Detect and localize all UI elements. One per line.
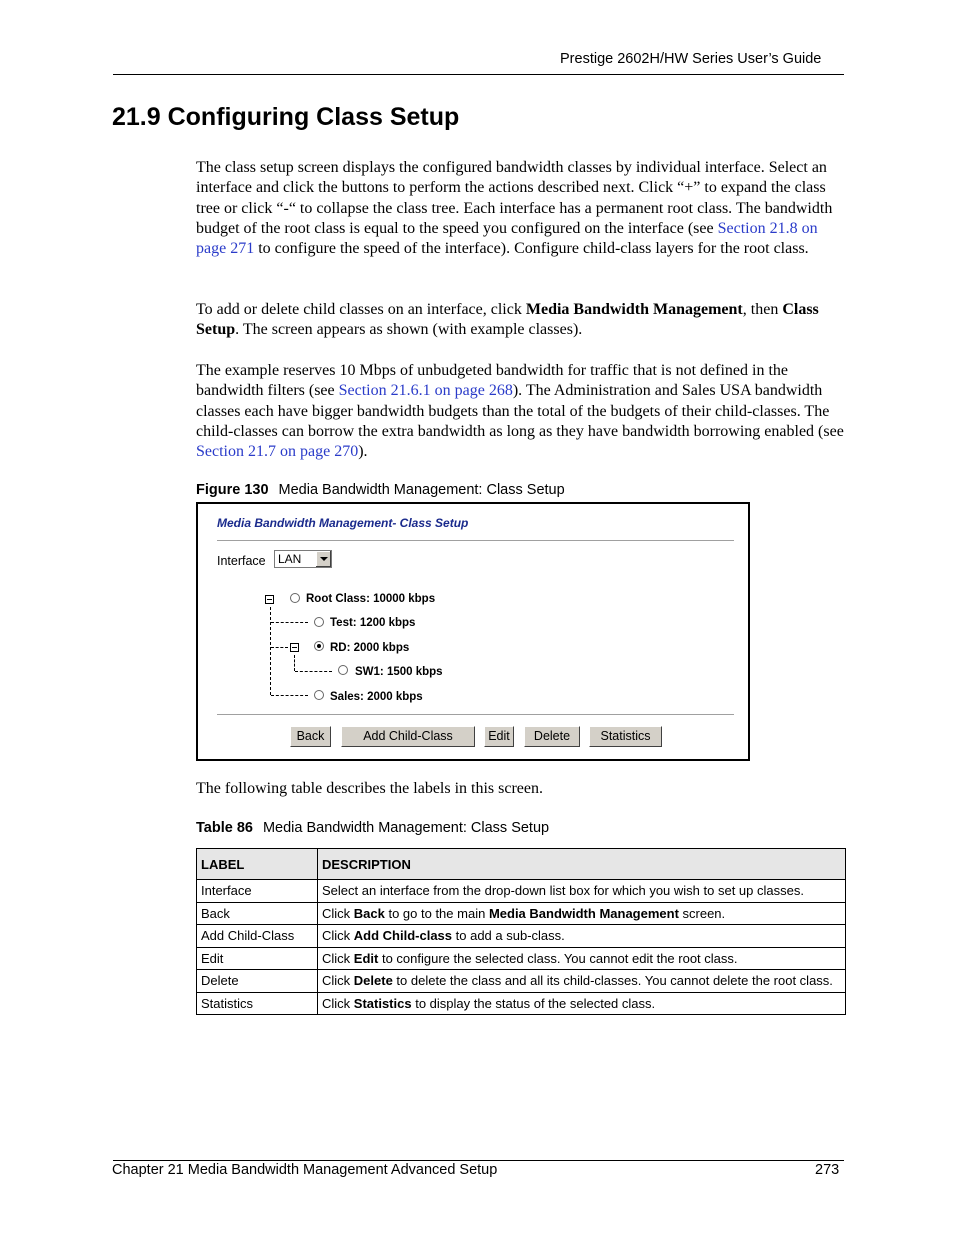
row-label: Interface xyxy=(197,880,318,903)
description-text: Click xyxy=(322,950,354,966)
description-text: Click xyxy=(322,973,354,988)
row-description xyxy=(318,947,846,970)
description-bold: Add Child-class xyxy=(353,928,453,943)
description-bold: Statistics xyxy=(353,995,412,1011)
example-paragraph xyxy=(196,361,846,462)
section-21-7-link[interactable]: Section 21.7 on page 270 xyxy=(196,443,359,461)
button-divider xyxy=(217,714,734,716)
test-class-label: Test: 1200 kbps xyxy=(330,617,416,629)
row-description xyxy=(318,880,846,903)
interface-select-value: LAN xyxy=(278,552,302,566)
para1-text-2: to configure the speed of the interface). Configure child-class layers for the root class. xyxy=(254,240,809,258)
collapse-root-icon[interactable] xyxy=(265,595,274,604)
row-label: Edit xyxy=(197,947,318,970)
edit-button[interactable]: Edit xyxy=(484,726,514,747)
description-text: to delete the class and all its child-classes. You cannot delete the root class. xyxy=(392,973,833,988)
sw1-class-label: SW1: 1500 kbps xyxy=(355,666,443,678)
table-row xyxy=(197,925,846,948)
para2-text-1: To add or delete child classes on an interface, click xyxy=(196,301,526,318)
root-class-radio[interactable] xyxy=(290,593,300,603)
description-text: Click xyxy=(322,928,354,943)
add-child-class-button[interactable]: Add Child-Class xyxy=(341,726,475,747)
chevron-down-icon[interactable] xyxy=(315,551,331,567)
description-text: Click xyxy=(322,905,354,921)
table-row xyxy=(197,902,846,925)
screen-title: Media Bandwidth Management- Class Setup xyxy=(217,516,469,530)
sales-class-label: Sales: 2000 kbps xyxy=(330,691,423,703)
row-description xyxy=(318,925,846,948)
description-text: Click xyxy=(322,995,354,1011)
delete-button[interactable]: Delete xyxy=(524,726,580,747)
statistics-button[interactable]: Statistics xyxy=(589,726,662,747)
description-text: to configure the selected class. You cannot edit the root class. xyxy=(378,950,738,966)
para2-bold-1: Media Bandwidth Management xyxy=(525,301,743,318)
para1-text-1: The class setup screen displays the configured bandwidth classes by individual interface. Select an interface and click the buttons to perform the actions described next. Click “+” to expand the class tree or click “-“ to collapse the class tree. Each interface has a permanent root class. The bandwidth budget of the root class is equal to the speed you configured on the interface (see xyxy=(196,159,833,237)
row-description xyxy=(318,992,846,1015)
section-21-8-link[interactable]: Section 21.8 on page 271 xyxy=(196,219,818,258)
test-class-radio[interactable] xyxy=(314,617,324,627)
table-caption-text: Media Bandwidth Management: Class Setup xyxy=(262,820,550,836)
sales-class-radio[interactable] xyxy=(314,690,324,700)
description-text: Select an interface from the drop-down list box for which you wish to set up classes. xyxy=(322,883,804,898)
rd-class-label: RD: 2000 kbps xyxy=(330,642,410,654)
table-header-row xyxy=(197,849,846,880)
table-row xyxy=(197,880,846,903)
interface-label: Interface xyxy=(217,554,266,568)
para3-text-2: ). The Administration and Sales USA bandwidth classes each have bigger bandwidth budgets than the total of the budgets of their child-classes. The child-classes can borrow the extra bandwidth as long as they have bandwidth borrowing enabled (see xyxy=(196,382,844,440)
running-header: Prestige 2602H/HW Series User’s Guide xyxy=(560,51,822,67)
back-button[interactable]: Back xyxy=(290,726,331,747)
figure-number: Figure 130 xyxy=(196,482,269,498)
para2-text-3: . The screen appears as shown (with example classes). xyxy=(235,321,583,339)
table-row xyxy=(197,970,846,993)
page-number: 273 xyxy=(815,1162,840,1178)
rd-child-line xyxy=(294,655,295,671)
sw1-branch-line xyxy=(295,671,332,672)
row-label: Delete xyxy=(197,970,318,993)
description-text: screen. xyxy=(678,905,726,921)
table-row xyxy=(197,992,846,1015)
row-label: Statistics xyxy=(197,992,318,1015)
table-intro-text: The following table describes the labels in this screen. xyxy=(196,780,544,797)
header-rule xyxy=(113,74,844,75)
description-text: to add a sub-class. xyxy=(452,928,565,943)
sw1-class-radio[interactable] xyxy=(338,665,348,675)
description-text: to go to the main xyxy=(384,905,489,921)
para3-text-1: The example reserves 10 Mbps of unbudgeted bandwidth for traffic that is not defined in the bandwidth filters (see xyxy=(196,362,788,400)
title-divider xyxy=(217,540,734,542)
instructions-paragraph xyxy=(196,300,846,341)
row-description xyxy=(318,902,846,925)
para2-text-2: , then xyxy=(742,301,783,318)
root-class-label: Root Class: 10000 kbps xyxy=(306,593,436,605)
description-text: to display the status of the selected class. xyxy=(411,995,656,1011)
table-caption xyxy=(196,820,549,836)
description-bold: Edit xyxy=(353,950,379,966)
footer-rule xyxy=(113,1160,844,1161)
row-label: Add Child-Class xyxy=(197,925,318,948)
label-column-header: LABEL xyxy=(197,849,318,880)
figure-caption xyxy=(196,482,565,498)
collapse-rd-icon[interactable] xyxy=(290,643,299,652)
figure-caption-text: Media Bandwidth Management: Class Setup xyxy=(278,482,565,498)
class-setup-screenshot xyxy=(196,502,750,761)
test-branch-line xyxy=(271,622,308,623)
section-title: 21.9 Configuring Class Setup xyxy=(112,103,460,131)
description-bold: Back xyxy=(353,905,385,921)
rd-branch-line xyxy=(271,647,288,648)
para3-text-3: ). xyxy=(358,443,368,461)
rd-class-radio[interactable] xyxy=(314,641,324,651)
intro-paragraph xyxy=(196,158,846,259)
table-number: Table 86 xyxy=(196,820,253,836)
row-label: Back xyxy=(197,902,318,925)
description-bold: Delete xyxy=(353,973,393,988)
description-column-header: DESCRIPTION xyxy=(318,849,846,880)
section-21-6-1-link[interactable]: Section 21.6.1 on page 268 xyxy=(338,382,513,400)
row-description xyxy=(318,970,846,993)
sales-branch-line xyxy=(271,695,308,696)
footer-chapter: Chapter 21 Media Bandwidth Management Advanced Setup xyxy=(112,1162,498,1178)
label-description-table xyxy=(196,848,846,1015)
table-row xyxy=(197,947,846,970)
tree-trunk-line xyxy=(270,607,271,695)
interface-select[interactable] xyxy=(274,550,332,568)
description-bold: Media Bandwidth Management xyxy=(488,905,679,921)
para2-bold-2: Class Setup xyxy=(196,301,819,339)
